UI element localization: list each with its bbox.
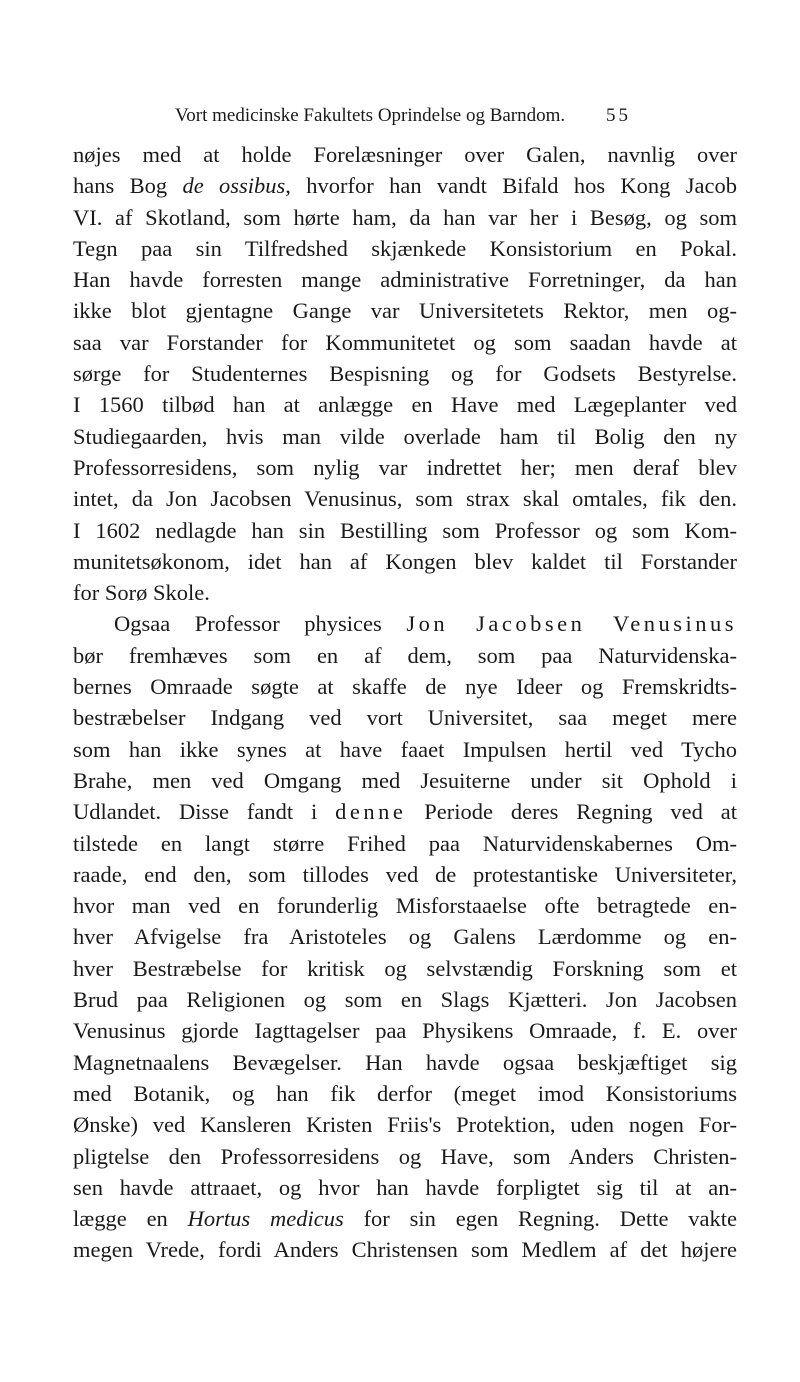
text-span: for sin egen Regning. Dette vakte — [343, 1206, 737, 1232]
text-line: Professorresidens, som nylig var indrettet her; men deraf blev — [73, 454, 737, 480]
text-line — [73, 608, 737, 639]
text-line: Brud paa Religionen og som en Slags Kjætteri. Jon Jacobsen — [73, 987, 737, 1013]
spaced-name: Jon Jacobsen Venusinus — [166, 486, 397, 512]
text-line: hvor man ved en forunderlig Misforstaaelse ofte betragtede en- — [73, 893, 737, 919]
text-span: , som strax skal omtales, fik den. — [396, 486, 737, 512]
text-line: som han ikke synes at have faaet Impulsen hertil ved Tycho — [73, 736, 737, 762]
text-span: intet, da — [73, 486, 166, 512]
text-line: VI. af Skotland, som hørte ham, da han var her i Besøg, og som — [73, 204, 737, 230]
text-line: Brahe, men ved Omgang med Jesuiterne under sit Ophold i — [73, 767, 737, 793]
text-line: bestræbelser Indgang ved vort Universitet, saa meget mere — [73, 705, 737, 731]
text-span: lægge en — [73, 1206, 188, 1232]
text-line: megen Vrede, fordi Anders Christensen som Medlem af det højere — [73, 1237, 737, 1263]
text-line: I 1602 nedlagde han sin Bestilling som Professor og som Kom- — [73, 517, 737, 543]
text-line: sørge for Studenternes Bespisning og for Godsets Bestyrelse. — [73, 361, 737, 387]
text-line: Ønske) ved Kansleren Kristen Friis's Protektion, uden nogen For- — [73, 1112, 737, 1138]
text-line: pligtelse den Professorresidens og Have, som Anders Christen- — [73, 1143, 737, 1169]
text-line: med Botanik, og han fik derfor (meget imod Konsistoriums — [73, 1080, 737, 1106]
text-line: Tegn paa sin Tilfredshed skjænkede Konsistorium en Pokal. — [73, 235, 737, 261]
text-line: munitetsøkonom, idet han af Kongen blev kaldet til Forstander — [73, 548, 737, 574]
text-line: sen havde attraaet, og hvor han havde forpligtet sig til at an- — [73, 1174, 737, 1200]
text-span: Udlandet. Disse fandt i — [73, 799, 336, 825]
text-span: Periode deres Regning ved at — [406, 799, 737, 825]
text-line: hver Bestræbelse for kritisk og selvstændig Forskning som et — [73, 955, 737, 981]
text-line: nøjes med at holde Forelæsninger over Galen, navnlig over — [73, 142, 737, 167]
text-line: ikke blot gjentagne Gange var Universitetets Rektor, men og- — [73, 298, 737, 324]
text-line: Studiegaarden, hvis man vilde overlade ham til Bolig den ny — [73, 423, 737, 449]
text-line: Magnetnaalens Bevægelser. Han havde ogsaa beskjæftiget sig — [73, 1049, 737, 1075]
body-text — [73, 139, 737, 1266]
text-span: Ogsaa Professor physices — [114, 611, 407, 637]
text-line — [73, 796, 737, 827]
italic-title: Hortus medicus — [187, 1206, 344, 1232]
text-line — [73, 483, 737, 514]
spaced-word: denne — [335, 799, 407, 825]
running-title: Vort medicinske Fakultets Oprindelse og Barndom. — [175, 105, 566, 126]
text-line — [73, 170, 737, 201]
italic-title: de ossibus — [182, 173, 286, 199]
text-line: Han havde forresten mange administrative Forretninger, da han — [73, 267, 737, 293]
text-line: for Sorø Skole. — [73, 580, 210, 606]
text-span: , hvorfor han vandt Bifald hos Kong Jacob — [285, 173, 737, 199]
text-line: bernes Omraade søgte at skaffe de nye Ideer og Fremskridts- — [73, 674, 737, 700]
text-span: hans Bog — [73, 173, 183, 199]
page-number: 55 — [606, 105, 631, 126]
text-line: hver Afvigelse fra Aristoteles og Galens Lærdomme og en- — [73, 924, 737, 950]
text-line — [73, 1203, 737, 1234]
spaced-name: Jon Jacobsen Venusinus — [406, 611, 737, 637]
text-line: tilstede en langt større Frihed paa Naturvidenskabernes Om- — [73, 830, 737, 856]
text-line: raade, end den, som tillodes ved de protestantiske Universiteter, — [73, 861, 737, 887]
text-line: I 1560 tilbød han at anlægge en Have med Lægeplanter ved — [73, 392, 737, 418]
text-line: saa var Forstander for Kommunitetet og som saadan havde at — [73, 329, 737, 355]
text-line: Venusinus gjorde Iagttagelser paa Physikens Omraade, f. E. over — [73, 1018, 737, 1044]
text-line: bør fremhæves som en af dem, som paa Naturvidenska- — [73, 642, 737, 668]
